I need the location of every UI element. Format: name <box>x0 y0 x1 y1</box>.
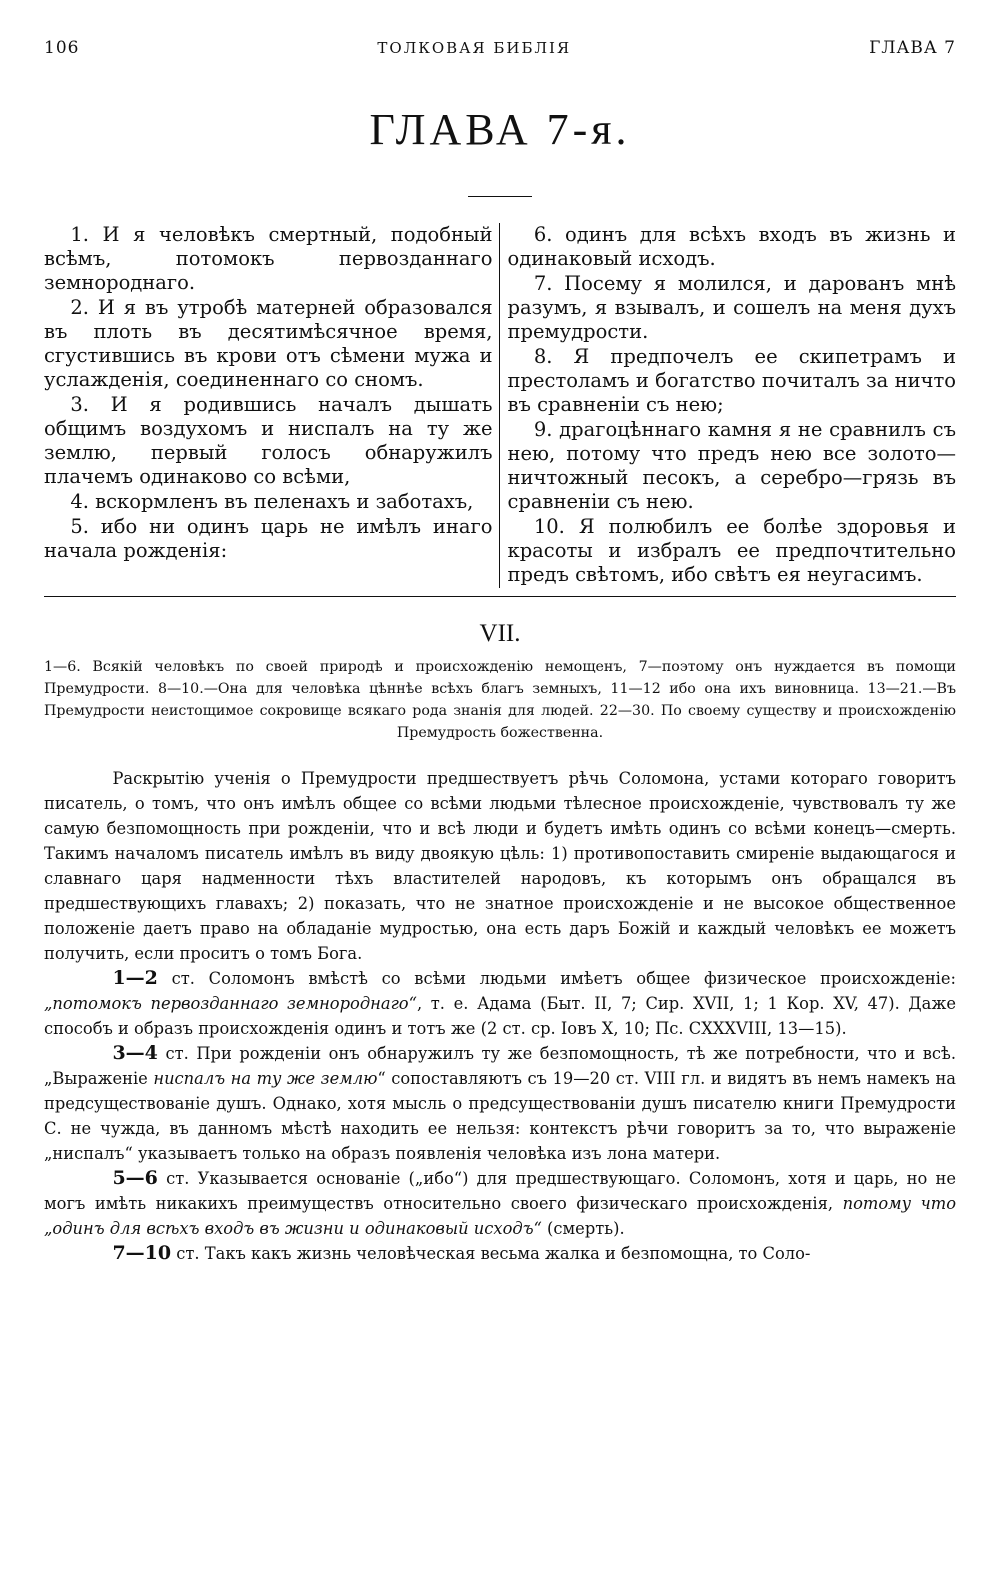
running-header <box>44 38 956 58</box>
commentary-verses-7-10 <box>44 1241 956 1266</box>
commentary-text: ст. Соломонъ вмѣстѣ со всѣми людьми имѣетъ общее физическое происхожденіе: <box>157 969 956 988</box>
quoted-text: ниспалъ на ту же землю <box>153 1069 378 1088</box>
commentary <box>44 766 956 1266</box>
quoted-text: потому что „одинъ для всѣхъ входъ въ жизни и одинаковый исходъ“ <box>44 1194 956 1238</box>
verse-column-right <box>499 223 957 588</box>
chapter-label: ГЛАВА 7 <box>869 38 956 58</box>
commentary-text: (смерть). <box>541 1219 625 1238</box>
commentary-verses-1-2 <box>44 966 956 1041</box>
book-title: ТОЛКОВАЯ БИБЛІЯ <box>377 39 572 57</box>
title-divider <box>468 196 532 197</box>
verse-4: 4. вскормленъ въ пеленахъ и заботахъ, <box>70 490 474 513</box>
verse-ref: 5—6 <box>112 1167 158 1189</box>
commentary-intro: Раскрытію ученія о Премудрости предшествуетъ рѣчь Соломона, устами котораго говоритъ писатель, о томъ, что онъ имѣлъ общее со всѣми людьми тѣлесное происхожденіе, чувствовалъ ту же самую безпомощность при рожденіи, что и всѣ люди и будетъ имѣть одинъ со всѣми конецъ—смерть. Такимъ началомъ писатель имѣлъ въ виду двоякую цѣль: 1) противопоставить смиреніе выдающагося и славнаго царя надменности тѣхъ властителей народовъ, къ которымъ онъ обращался въ предшествующихъ главахъ; 2) показать, что не знатное происхожденіе и не высокое общественное положеніе даетъ право на обладаніе мудростью, она есть даръ Божій и каждый человѣкъ ее можетъ получить, если проситъ о томъ Бога. <box>44 769 956 963</box>
verse-10: 10. Я полюбилъ ее болѣе здоровья и красоты и избралъ ее предпочтительно предъ свѣтомъ, ибо свѣтъ ея неугасимъ. <box>507 515 956 586</box>
verse-ref: 1—2 <box>112 967 158 989</box>
verse-5: 5. ибо ни одинъ царь не имѣлъ инаго начала рожденія: <box>44 515 493 562</box>
chapter-title: ГЛАВА 7-я. <box>369 105 631 154</box>
verse-2: 2. И я въ утробѣ матерней образовался въ плоть въ десятимѣсячное время, сгустившись въ крови отъ сѣмени мужа и услажденія, соединеннаго со сномъ. <box>44 296 493 391</box>
commentary-verses-5-6 <box>44 1166 956 1241</box>
commentary-verses-3-4 <box>44 1041 956 1166</box>
verse-column-left <box>44 223 499 588</box>
verse-ref: 3—4 <box>112 1042 158 1064</box>
verses-divider <box>44 596 956 597</box>
verse-3: 3. И я родившись началъ дышать общимъ воздухомъ и ниспалъ на ту же землю, первый голосъ обнаружилъ плачемъ одинаково со всѣми, <box>44 393 493 488</box>
quoted-text: „потомокъ первозданнаго земнороднаго“ <box>44 994 417 1013</box>
verse-6: 6. одинъ для всѣхъ входъ въ жизнь и одинаковый исходъ. <box>507 223 956 270</box>
page-number: 106 <box>44 38 80 58</box>
commentary-text: , т. е. Адама (Быт. II, 7; Сир. XVII, 1; 1 Кор. XV, 47). Даже способъ и образъ происхожденія одинъ и тотъ же (2 ст. ср. Іовъ X, 10; Пс. CXXXVIII, 13—15). <box>44 994 956 1038</box>
section-number: VII. <box>479 620 521 647</box>
verse-7: 7. Посему я молился, и дарованъ мнѣ разумъ, я взывалъ, и сошелъ на меня духъ премудрости. <box>507 272 956 343</box>
commentary-text: “ сопоставляютъ съ 19—20 ст. VIII гл. и видятъ въ немъ намекъ на предсуществованіе душъ. Однако, хотя мысль о предсуществованіи душъ писателю книги Премудрости С. не чужда, въ данномъ мѣстѣ находить ее нельзя: контекстъ рѣчи говоритъ за то, что выраженіе „ниспалъ“ указываетъ только на образъ появленія человѣка изъ лона матери. <box>44 1069 957 1163</box>
commentary-text: ст. При рожденіи онъ обнаружилъ ту же безпомощность, тѣ же потребности, что и всѣ. „Выраженіе <box>44 1044 956 1088</box>
verse-1: 1. И я человѣкъ смертный, подобный всѣмъ, потомокъ первозданнаго земнороднаго. <box>44 223 493 294</box>
chapter-summary: 1—6. Всякій человѣкъ по своей природѣ и происхожденію немощенъ, 7—поэтому онъ нуждается въ помощи Премудрости. 8—10.—Она для человѣка цѣннѣе всѣхъ благъ земныхъ, 11—12 ибо она ихъ виновница. 13—21.—Въ Премудрости неистощимое сокровище всякаго рода знанія для людей. 22—30. По своему существу и происхожденію Премудрость божественна. <box>44 659 956 741</box>
verse-columns <box>44 223 956 588</box>
verse-8: 8. Я предпочелъ ее скипетрамъ и престоламъ и богатство почиталъ за ничто въ сравненіи съ нею; <box>507 345 956 416</box>
verse-9: 9. драгоцѣннаго камня я не сравнилъ съ нею, потому что предъ нею все золото—ничтожный песокъ, а серебро—грязь въ сравненіи съ нею. <box>507 418 956 513</box>
verse-ref: 7—10 <box>112 1242 172 1264</box>
commentary-text: ст. Указывается основаніе („ибо“) для предшествующаго. Соломонъ, хотя и царь, но не могъ имѣть никакихъ преимуществъ относительно своего физическаго происхожденія, <box>44 1169 956 1213</box>
commentary-text: ст. Такъ какъ жизнь человѣческая весьма жалка и безпомощна, то Соло- <box>171 1244 811 1263</box>
